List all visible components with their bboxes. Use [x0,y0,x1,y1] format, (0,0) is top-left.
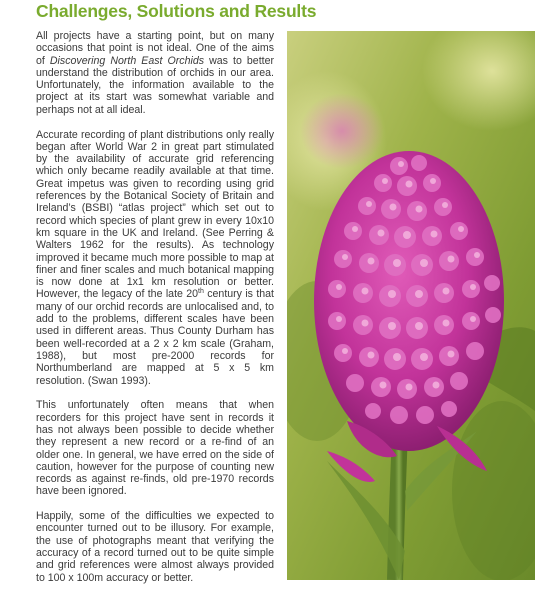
ordinal-superscript: th [198,288,204,296]
paragraph-1 [36,30,274,116]
body-text-column [36,30,274,596]
paragraph-3: This unfortunately often means that when recorders for this project have sent in records it has not always been possible to decide whether they represent a new record or a re-find of an older one. In general, we have erred on the side of caution, however for the purpose of counting new records as against re-finds, old pre-1970 records have been ignored. [36,399,274,498]
orchid-illustration [287,31,535,580]
paragraph-2-text-end: century is that many of our orchid records are unlocalised and, to add to the problems, different scales have been used in different areas. Thus County Durham has been well-recorded at a 2 x 2 km scale (Graham, 1988), but most pre-2000 records for Northumberland are mapped at 5 x 5 km resolution. (Swan 1993). [36,288,274,387]
blurred-flower [300,93,384,169]
paragraph-1-text-start: All projects have a starting point, but on many occasions that point is not ideal. One of the aims of [36,30,274,67]
paragraph-2-text-start: Accurate recording of plant distributions only really began after World War 2 in great part stimulated by the availability of accurate grid referencing which only became readily available at that time. Great impetus was given to recording using grid references by the Botanical Society of Britain and Ireland’s (BSBI) “atlas project” which set out to record which species of plant grew in every 10x10 km square in the UK and Ireland. (See Perring & Walters 1962 for the results). As technology improved it became much more possible to map at finer and finer scales and much botanical mapping is now done at 1x1 km resolution or better. However, the legacy of the late 20 [36,128,274,301]
paragraph-4: Happily, some of the difficulties we expected to encounter turned out to be illusory. For example, the use of photographs meant that verifying the accuracy of a record turned out to be quite simple and grid references were almost always provided to 100 x 100m accuracy or better. [36,510,274,584]
paragraph-2 [36,129,274,387]
project-title-italic: Discovering North East Orchids [49,54,205,67]
pyramidal-orchid-photo [287,31,535,580]
paragraph-1-text-end: was to better understand the distribution of orchids in our area. Unfortunately, the information available to the project at its start was somewhat variable and perhaps not at all ideal. [36,54,275,116]
section-heading: Challenges, Solutions and Results [36,1,317,21]
